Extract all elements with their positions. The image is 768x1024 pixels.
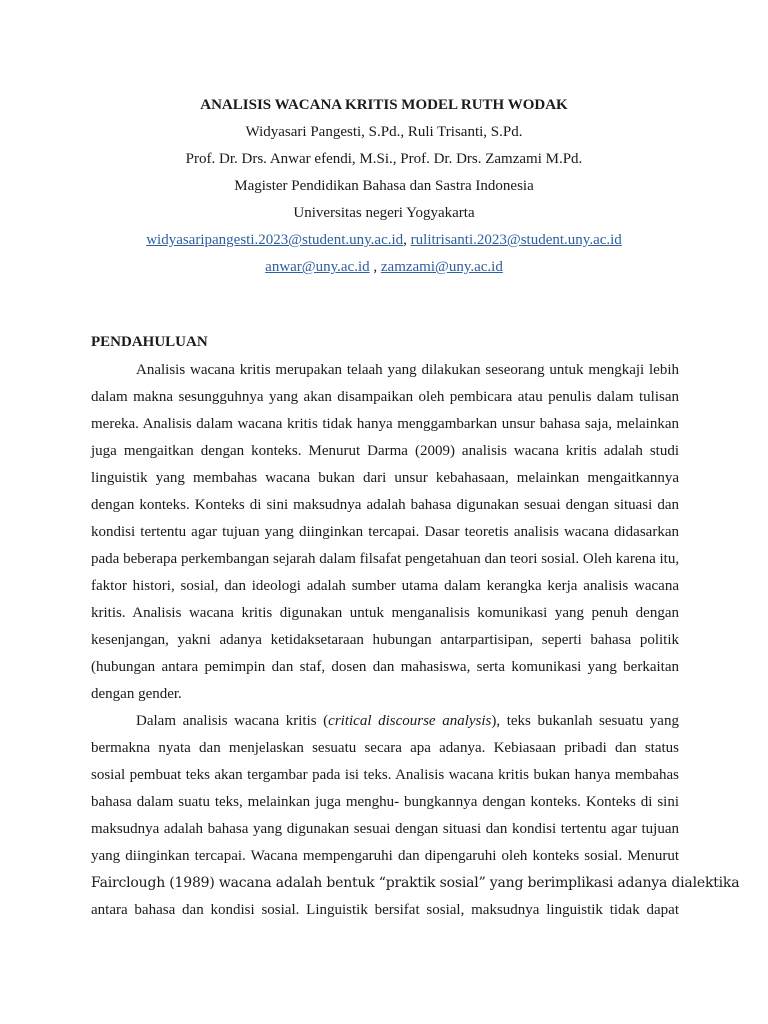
body-text [91,357,740,924]
email-link-zamzami[interactable]: zamzami@uny.ac.id [380,259,503,275]
paragraph-2-line: sosial pembuat teks akan tergambar pada isi teks. Analisis wacana kritis bukan hanya membahas [91,767,679,783]
email-link-widyasari[interactable]: widyasaripangesti.2023@student.uny.ac.id [146,232,404,248]
program-name: Magister Pendidikan Bahasa dan Sastra Indonesia [234,178,534,194]
paragraph-2-text: ), teks bukanlah sesuatu yang [491,713,679,729]
paragraph-2-line: yang diinginkan tercapai. Wacana mempengaruhi dan dipengaruhi oleh konteks sosial. Menurut [91,848,679,864]
email-link-anwar[interactable]: anwar@uny.ac.id [265,259,370,275]
paragraph-2-line: bahasa dalam suatu teks, melainkan juga menghu- bungkannya dengan konteks. Konteks di sini [91,794,679,810]
email-line-1 [90,227,678,254]
paragraph-2-line: bermakna nyata dan menjelaskan sesuatu secara apa adanya. Kebiasaan pribadi dan status [91,740,679,756]
paragraph-1-line: dalam makna sesungguhnya yang akan disampaikan oleh pembicara atau penulis dalam tulisan [91,389,679,405]
paragraph-1-line: kondisi tertentu agar tujuan yang diinginkan tercapai. Dasar teoretis analisis wacana didasarkan [91,524,679,540]
paragraph-2-first-line [91,708,679,735]
italic-term: critical discourse analysis [328,713,492,729]
paragraph-1-line: pada beberapa perkembangan sejarah dalam filsafat pengetahuan dan teori sosial. Oleh karena itu, [91,551,680,567]
paragraph-2-text: Dalam analisis wacana kritis ( [136,713,329,729]
paragraph-1-line: faktor histori, sosial, dan ideologi adalah sumber utama dalam kerangka kerja analisis wacana [91,578,679,594]
paragraph-2-line: antara bahasa dan kondisi sosial. Linguistik bersifat sosial, maksudnya linguistik tidak dapat [91,902,679,918]
paragraph-1-line: dengan gender. [91,686,182,702]
paragraph-1-line: linguistik yang membahas wacana bukan dari unsur kebahasaan, melainkan mengaitkannya [91,470,679,486]
paper-header [90,92,678,281]
paragraph-1-line: (hubungan antara pemimpin dan staf, dosen dan mahasiswa, serta komunikasi yang berkaitan [91,659,679,675]
email-separator: , [403,232,411,248]
section-heading: PENDAHULUAN [91,334,208,350]
authors-line-2: Prof. Dr. Drs. Anwar efendi, M.Si., Prof. Dr. Drs. Zamzami M.Pd. [185,151,583,167]
university-name: Universitas negeri Yogyakarta [293,205,475,221]
paragraph-1-line: juga mengaitkan dengan konteks. Menurut Darma (2009) analisis wacana kritis adalah studi [91,443,679,459]
paragraph-1-line: Analisis wacana kritis merupakan telaah yang dilakukan seseorang untuk mengkaji lebih [136,362,679,378]
email-separator: , [369,259,381,275]
paragraph-1-line: mereka. Analisis dalam wacana kritis tidak hanya menggambarkan unsur bahasa saja, melainkan [91,416,679,432]
authors-line-1: Widyasari Pangesti, S.Pd., Ruli Trisanti, S.Pd. [245,124,523,140]
paragraph-1-line: kritis. Analisis wacana kritis digunakan untuk menganalisis komunikasi yang penuh dengan [91,605,679,621]
paragraph-1-line: kesenjangan, yakni adanya ketidaksetaraan hubungan antarpartisipan, seperti bahasa politik [91,632,679,648]
email-link-ruli[interactable]: rulitrisanti.2023@student.uny.ac.id [410,232,622,248]
paragraph-2-line: Fairclough (1989) wacana adalah bentuk “praktik sosial” yang berimplikasi adanya dialektika [91,875,740,891]
email-line-2 [90,254,678,281]
paragraph-2-line: maksudnya adalah bahasa yang digunakan sesuai dengan situasi dan kondisi tertentu agar tujuan [91,821,679,837]
paper-title: ANALISIS WACANA KRITIS MODEL RUTH WODAK [200,97,568,113]
paragraph-1-line: dengan konteks. Konteks di sini maksudnya adalah bahasa digunakan sesuai dengan situasi dan [91,497,679,513]
